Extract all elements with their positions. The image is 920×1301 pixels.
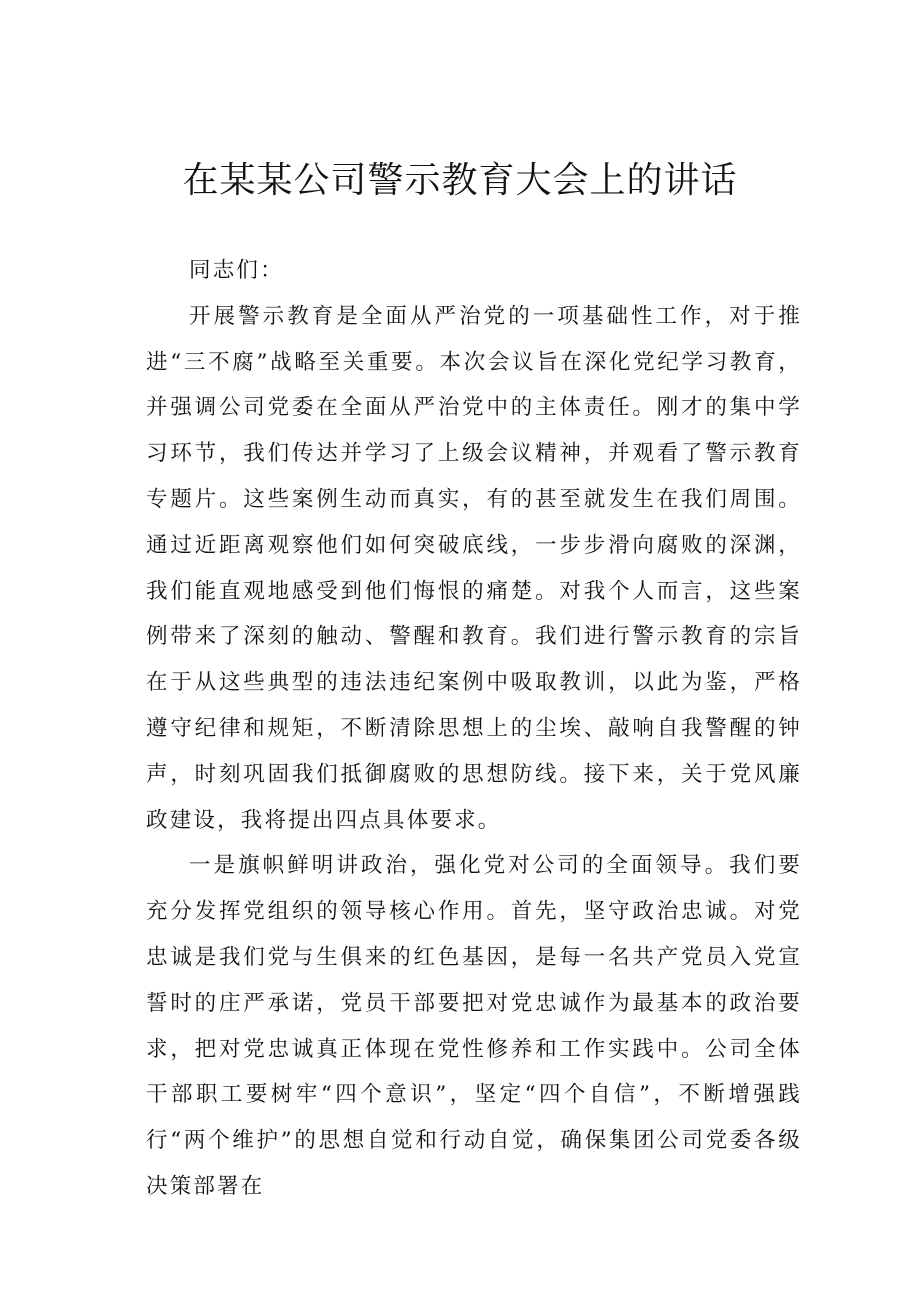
document-body bbox=[146, 248, 802, 1210]
salutation: 同志们： bbox=[189, 258, 284, 283]
paragraph-point-one: 一是旗帜鲜明讲政治，强化党对公司的全面领导。我们要充分发挥党组织的领导核心作用。首先，坚守政治忠诚。对党忠诚是我们党与生俱来的红色基因，是每一名共产党员入党宣誓时的庄严承诺，党员干部要把对党忠诚作为最基本的政治要求，把对党忠诚真正体现在党性修养和工作实践中。公司全体干部职工要树牢“四个意识”，坚定“四个自信”，不断增强践行“两个维护”的思想自觉和行动自觉，确保集团公司党委各级决策部署在 bbox=[146, 853, 802, 1199]
document-title: 在某某公司警示教育大会上的讲话 bbox=[182, 160, 738, 201]
paragraph-opening: 开展警示教育是全面从严治党的一项基础性工作，对于推进“三不腐”战略至关重要。本次会议旨在深化党纪学习教育，并强调公司党委在全面从严治党中的主体责任。刚才的集中学习环节，我们传达并学习了上级会议精神，并观看了警示教育专题片。这些案例生动而真实，有的甚至就发生在我们周围。通过近距离观察他们如何突破底线，一步步滑向腐败的深渊，我们能直观地感受到他们悔恨的痛楚。对我个人而言，这些案例带来了深刻的触动、警醒和教育。我们进行警示教育的宗旨在于从这些典型的违法违纪案例中吸取教训，以此为鉴，严格遵守纪律和规矩，不断清除思想上的尘埃、敲响自我警醒的钟声，时刻巩固我们抵御腐败的思想防线。接下来，关于党风廉政建设，我将提出四点具体要求。 bbox=[146, 303, 802, 833]
